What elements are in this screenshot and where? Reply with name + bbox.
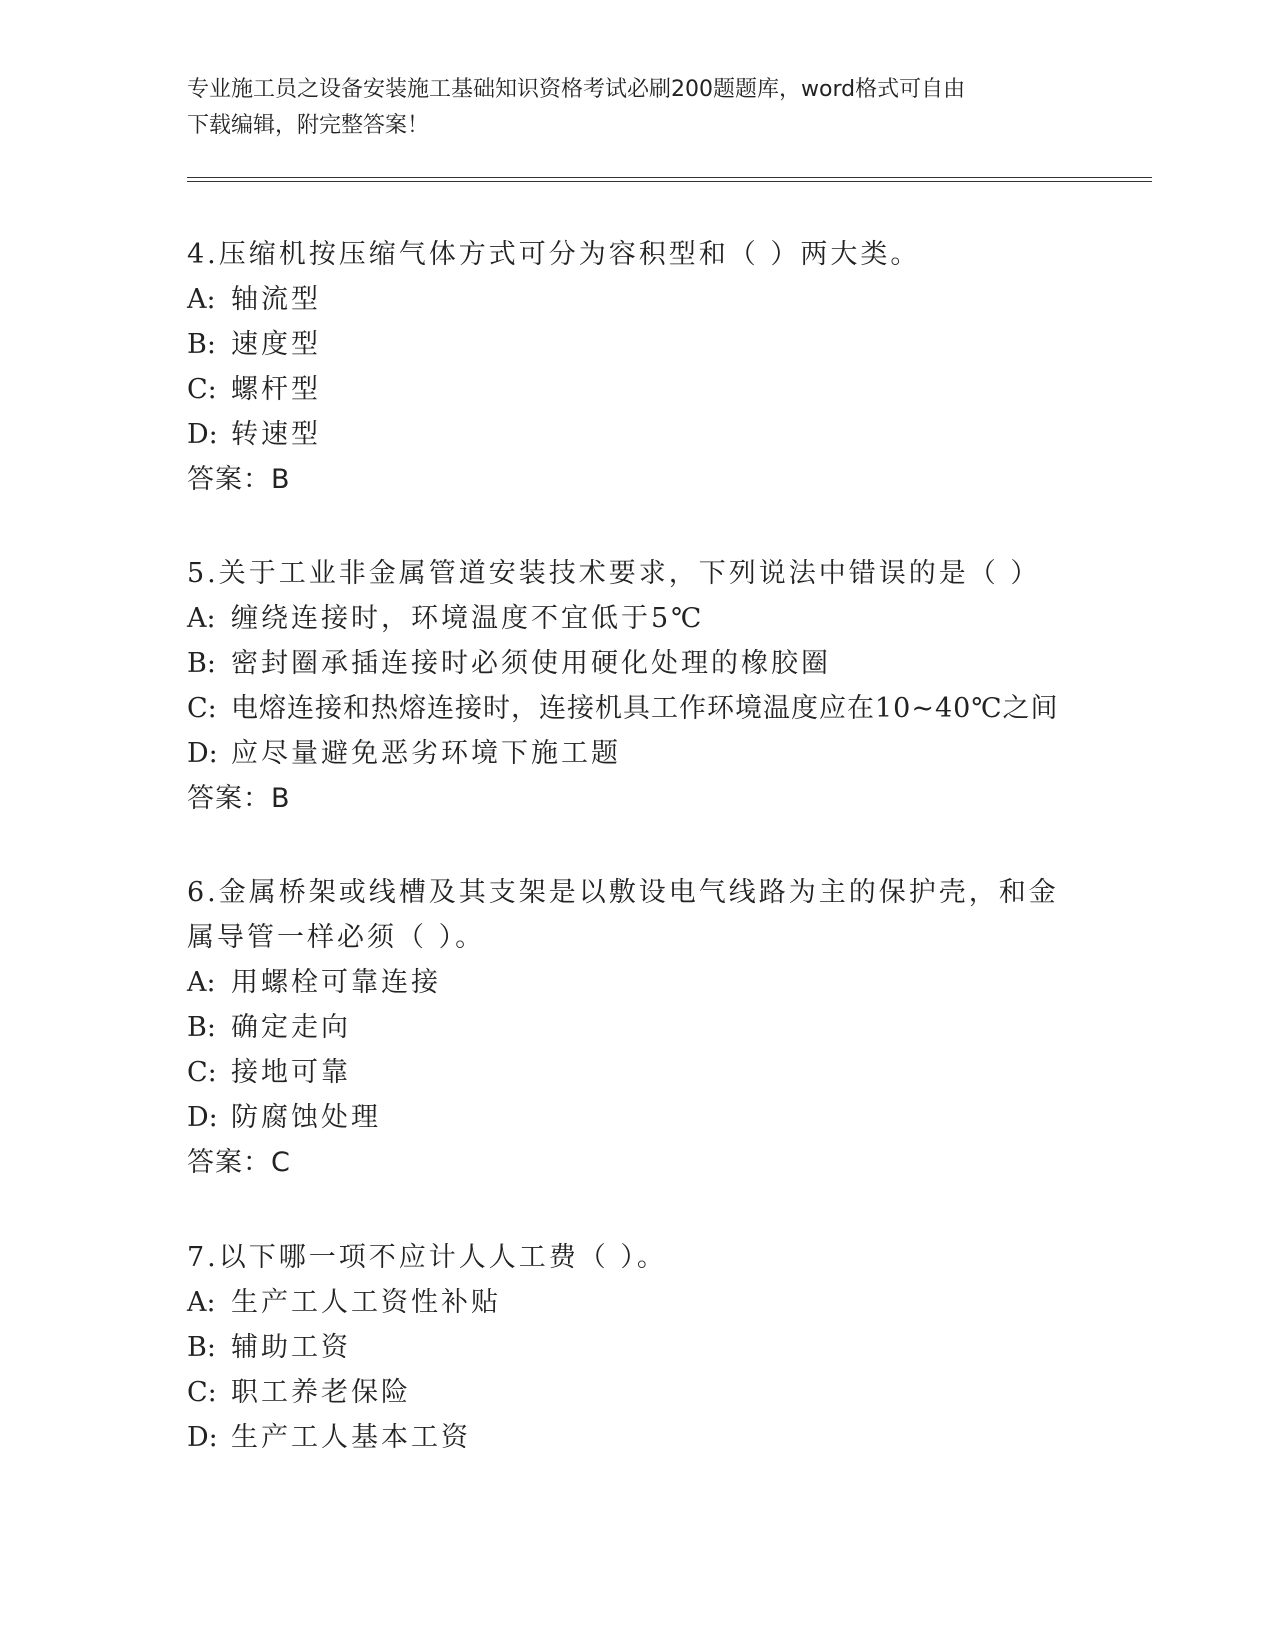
option-letter: B: xyxy=(187,648,216,679)
option-letter: D: xyxy=(187,1422,218,1453)
option-text: 职工养老保险 xyxy=(231,1377,411,1408)
option-b xyxy=(187,1325,1067,1370)
question-6 xyxy=(187,870,1067,1185)
option-d xyxy=(187,1095,1067,1140)
option-text: 缠绕连接时，环境温度不宜低于5℃ xyxy=(231,603,705,634)
header-rule-bottom xyxy=(187,181,1152,182)
option-text: 辅助工资 xyxy=(231,1332,351,1363)
answer: 答案：B xyxy=(187,464,291,495)
option-letter: A: xyxy=(187,603,216,634)
option-c xyxy=(187,1050,1067,1095)
option-text: 接地可靠 xyxy=(231,1057,351,1088)
option-letter: C: xyxy=(187,693,217,724)
option-b xyxy=(187,1005,1067,1050)
option-letter: D: xyxy=(187,1102,218,1133)
option-d xyxy=(187,731,1067,776)
question-stem: 4.压缩机按压缩气体方式可分为容积型和（ ）两大类。 xyxy=(187,239,921,270)
option-c xyxy=(187,367,1067,412)
option-letter: A: xyxy=(187,284,216,315)
header-line-1: 专业施工员之设备安装施工基础知识资格考试必刷200题题库，word格式可自由 xyxy=(187,77,966,102)
option-text: 速度型 xyxy=(231,329,321,360)
option-text: 轴流型 xyxy=(231,284,321,315)
answer: 答案：B xyxy=(187,783,291,814)
option-text: 转速型 xyxy=(231,419,321,450)
option-a xyxy=(187,277,1067,322)
question-4 xyxy=(187,232,1067,502)
option-letter: D: xyxy=(187,738,218,769)
option-letter: D: xyxy=(187,419,218,450)
answer: 答案：C xyxy=(187,1147,291,1178)
option-letter: A: xyxy=(187,967,216,998)
option-c xyxy=(187,1370,1067,1415)
option-letter: C: xyxy=(187,374,217,405)
question-7 xyxy=(187,1235,1067,1460)
option-a xyxy=(187,596,1067,641)
option-c xyxy=(187,686,1067,731)
option-a xyxy=(187,960,1067,1005)
option-text: 应尽量避免恶劣环境下施工题 xyxy=(231,738,621,769)
question-stem: 5.关于工业非金属管道安装技术要求，下列说法中错误的是（ ） xyxy=(187,558,1041,589)
option-text: 生产工人工资性补贴 xyxy=(231,1287,501,1318)
option-letter: C: xyxy=(187,1057,217,1088)
option-text: 密封圈承插连接时必须使用硬化处理的橡胶圈 xyxy=(231,648,831,679)
option-a xyxy=(187,1280,1067,1325)
option-b xyxy=(187,322,1067,367)
option-letter: B: xyxy=(187,1332,216,1363)
option-letter: B: xyxy=(187,329,216,360)
option-letter: A: xyxy=(187,1287,216,1318)
header-rule-top xyxy=(187,177,1152,178)
document-header xyxy=(187,72,1067,144)
question-stem: 7.以下哪一项不应计人人工费（ ）。 xyxy=(187,1242,667,1273)
header-line-2: 下载编辑，附完整答案！ xyxy=(187,113,430,138)
option-letter: B: xyxy=(187,1012,216,1043)
option-text: 确定走向 xyxy=(231,1012,351,1043)
option-text: 用螺栓可靠连接 xyxy=(231,967,441,998)
option-text: 生产工人基本工资 xyxy=(231,1422,471,1453)
option-d xyxy=(187,412,1067,457)
option-text: 防腐蚀处理 xyxy=(231,1102,381,1133)
option-d xyxy=(187,1415,1067,1460)
question-stem: 6.金属桥架或线槽及其支架是以敷设电气线路为主的保护壳，和金属导管一样必须（ ）。 xyxy=(187,877,1059,953)
option-text: 电熔连接和热熔连接时，连接机具工作环境温度应在10~40℃之间 xyxy=(231,693,1059,724)
option-b xyxy=(187,641,1067,686)
question-5 xyxy=(187,551,1067,821)
option-letter: C: xyxy=(187,1377,217,1408)
option-text: 螺杆型 xyxy=(231,374,321,405)
